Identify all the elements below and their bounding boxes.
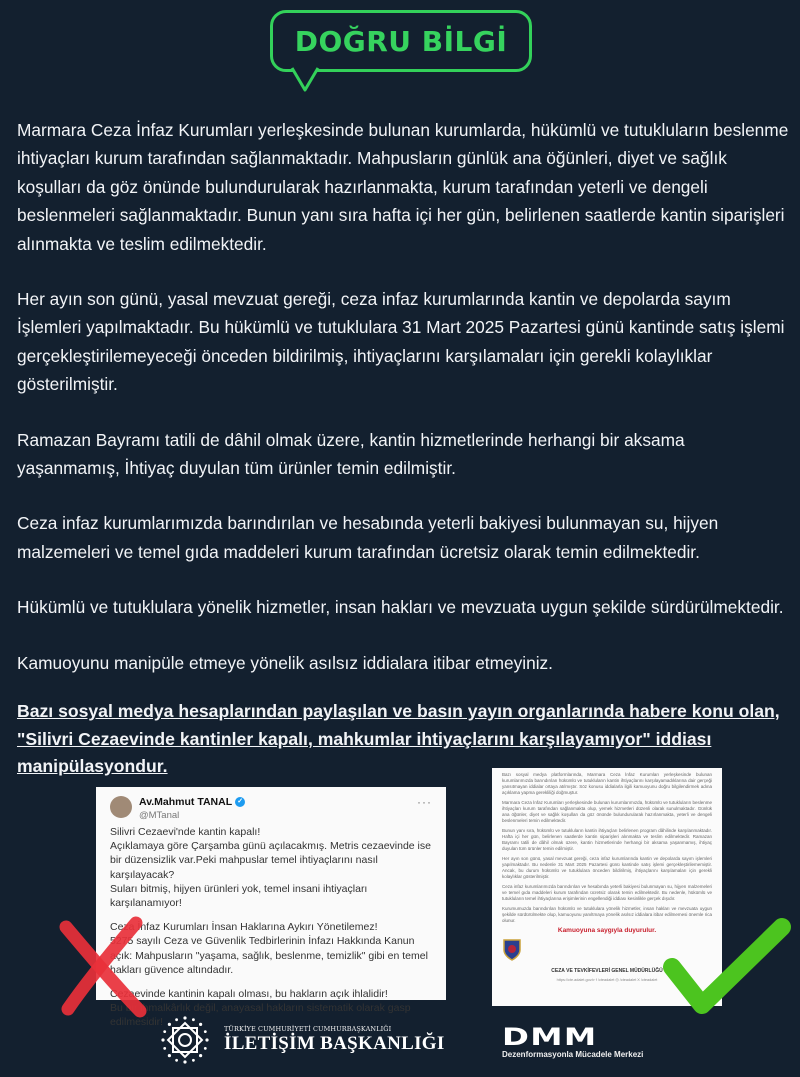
tweet-paragraph: Ceza İnfaz Kurumları İnsan Haklarına Aykırı Yönetilemez! 5275 sayılı Ceza ve Güvenlik Tedbirlerinin İnfazı Hakkında Kanun açık: Mahpusların "yaşama, sağlık, beslenme, temizlik" gibi en temel hakları güvence altındadır. (110, 921, 428, 976)
verified-badge-icon: ✓ (235, 797, 245, 807)
badge-bubble (270, 10, 532, 72)
star-emblem-icon (160, 1015, 210, 1065)
author-handle: @MTanal (139, 810, 180, 822)
dogru-bilgi-badge (270, 10, 532, 94)
doc-social-links: https://cte.adalet.gov.tr f /cteadalet ◎ /cteadalet X /cteadalet (556, 978, 658, 982)
logo-subtitle: TÜRKİYE CUMHURİYETİ CUMHURBAŞKANLIĞI (224, 1025, 392, 1033)
shield-emblem-icon (502, 938, 522, 962)
paragraph: Ceza infaz kurumlarımızda barındırılan ve hesabında yeterli bakiyesi bulunmayan su, hijyen malzemeleri ve temel gıda maddeleri kurum tarafından ücretsiz olarak temin edilmektedir. (17, 513, 719, 562)
cross-icon (58, 915, 148, 1015)
badge-label: DOĞRU BİLGİ (294, 24, 508, 58)
dmm-subtitle: Dezenformasyonla Mücadele Merkezi (502, 1050, 644, 1059)
tweet-paragraph: Silivri Cezaevi'nde kantin kapalı! Açıklamaya göre Çarşamba günü açılacakmış. Metris cezaevinde ise bir düzensizlik var.Peki mahpuslar temel ihtiyaçlarını nasıl karşılayacak? Suları bitmiş, hijyen ürünleri yok, temel insani ihtiyaçları karşılanamıyor! (110, 826, 431, 910)
more-options-icon: ··· (417, 795, 432, 809)
check-icon (660, 915, 790, 1015)
paragraph: Ramazan Bayramı tatili de dâhil olmak üzere, kantin hizmetlerinde herhangi bir aksama yaşanmamış, İhtiyaç duyulan tüm ürünler temin edilmiştir. (17, 429, 685, 479)
dmm-wordmark: DMM (502, 1023, 598, 1051)
tweet-body (110, 825, 432, 1030)
claim-statement: Bazı sosyal medya hesaplarından paylaşılan ve basın yayın organlarında habere konu olan, "Silivri Cezaevinde kantinler kapalı, mahkumlar ihtiyaçlarını karşılayamıyor" iddiası manipülasyondur. (17, 701, 780, 777)
dmm-logo (502, 1023, 644, 1059)
avatar (110, 796, 132, 818)
paragraph: Hükümlü ve tutuklulara yönelik hizmetler, insan hakları ve mevzuata uygun şekilde sürdürülmektedir. (17, 597, 784, 618)
logo-title: İLETİŞİM BAŞKANLIĞI (224, 1033, 445, 1054)
paragraph: Marmara Ceza İnfaz Kurumları yerleşkesinde bulunan kurumlarda, hükümlü ve tutukluların beslenme ihtiyaçları kurum tarafından sağlanmaktadır. Mahpusların günlük ana öğünleri, diyet ve sağlık koşulları da göz önünde bulundurularak hazırlanmakta, kurum tarafından yeterli ve dengeli beslenmeleri sağlanmaktadır. Bunun yanı sıra hafta içi her gün, belirlenen saatlerde kantin siparişleri alınmakta ve teslim edilmektedir. (17, 120, 789, 254)
tweet-paragraph: Cezaevinde kantinin kapalı olması, bu hakların açık ihlalidir! Bu bir ihmalkârlık değil, anayasal hakların sistematik olarak gasp edilmesidir! (110, 988, 411, 1029)
tweet-header (110, 795, 432, 825)
author-name: Av.Mahmut TANAL (139, 796, 233, 808)
doc-paragraph: Her ayın son günü, yasal mevzuat gereği, ceza infaz kurumlarında kantin ve depolarda sayım işlemleri yapılmaktadır. Bu nedenle 31 Mart 2025 Pazartesi günü kantinde satış işlemi gerçekleştirilememiştir. Ancak, bu durum hükümlü ve tutuklulara önceden bildirilmiş, ihtiyaçlarını karşılamaları için gerekli kolaylıklar gösterilmiştir. (502, 856, 712, 879)
paragraph: Her ayın son günü, yasal mevzuat gereği, ceza infaz kurumlarında kantin ve depolarda sayım İşlemleri yapılmaktadır. Bu hükümlü ve tutuklulara 31 Mart 2025 Pazartesi günü kantinde satış işlemi gerçekleştirilemeyeceği önceden bildirilmiş, ihtiyaçlarını karşılamaları için gerekli kolaylıklar gösterilmiştir. (17, 289, 785, 395)
doc-paragraph: Kurumumuzda barındırılan hükümlü ve tutuklulara yönelik hizmetler, insan hakları ve mevzuata uygun şekilde sürdürülmekte olup, kamuoyunu yanıltmaya yönelik asılsız iddialara itibar edilmemesi önemle rica olunur. (502, 906, 712, 923)
doc-organization: CEZA VE TEVKİFEVLERİ GENEL MÜDÜRLÜĞÜ (551, 968, 663, 974)
tweet-author (139, 795, 245, 809)
iletisim-baskanligi-logo (160, 1015, 445, 1065)
doc-paragraph: Ceza infaz kurumlarımızda barındırılan ve hesabında yeterli bakiyesi bulunmayan su, hijyen malzemeleri ve temel gıda maddeleri kurum tarafından ücretsiz olarak temin edilmektedir. Bu nedenle, hükümlü ve tutukluların temel ihtiyaçlarına erişimlerinin engellendiği iddiası kesinlikle gerçek dışıdır. (502, 884, 712, 901)
doc-announcement: Kamuoyuna saygıyla duyurulur. (557, 927, 657, 934)
speech-tail-icon (292, 68, 318, 94)
paragraph: Kamuoyunu manipüle etmeye yönelik asılsız iddialara itibar etmeyiniz. (17, 652, 553, 673)
statement-body (17, 116, 792, 808)
doc-paragraph: Bunun yanı sıra, hükümlü ve tutukluların kantin ihtiyaçları belirlenen program dâhilinde karşılanmaktadır. Hafta içi her gün, belirlenen saatlerde kantin siparişleri alınmakta ve teslim edilmektedir. Ramazan Bayramı tatili de dâhil olmak üzere, kantin hizmetlerinde herhangi bir aksama yaşanmamış, ihtiyaç duyulan tüm ürünler temin edilmiştir. (502, 828, 712, 851)
doc-paragraph: Marmara Ceza İnfaz Kurumları yerleşkesinde bulunan kurumlarımızda, hükümlü ve tutukluların beslenme ihtiyaçları kurum tarafından sağlanmakta olup, yemek hizmetleri düzenli olarak sunulmaktadır. Günlük ana öğünler, diyet ve sağlık koşulları da göz önünde bulundurularak hazırlanmakta, yeterli ve dengeli beslenmeleri temin edilmektedir. (502, 800, 712, 823)
doc-paragraph: Bazı sosyal medya platformlarında, Marmara Ceza İnfaz Kurumları yerleşkesinde bulunan kurumlarımızda barındırılan hükümlü ve tutukluların kantin ihtiyaçlarını karşılayamadıklarına dair gerçeği yansıtmayan iddialar ortaya atılmıştır. Söz konusu iddialarla ilgili kamuoyunu doğru bilgilendirmek adına açıklama yapma gerekliliği doğmuştur. (502, 772, 712, 795)
